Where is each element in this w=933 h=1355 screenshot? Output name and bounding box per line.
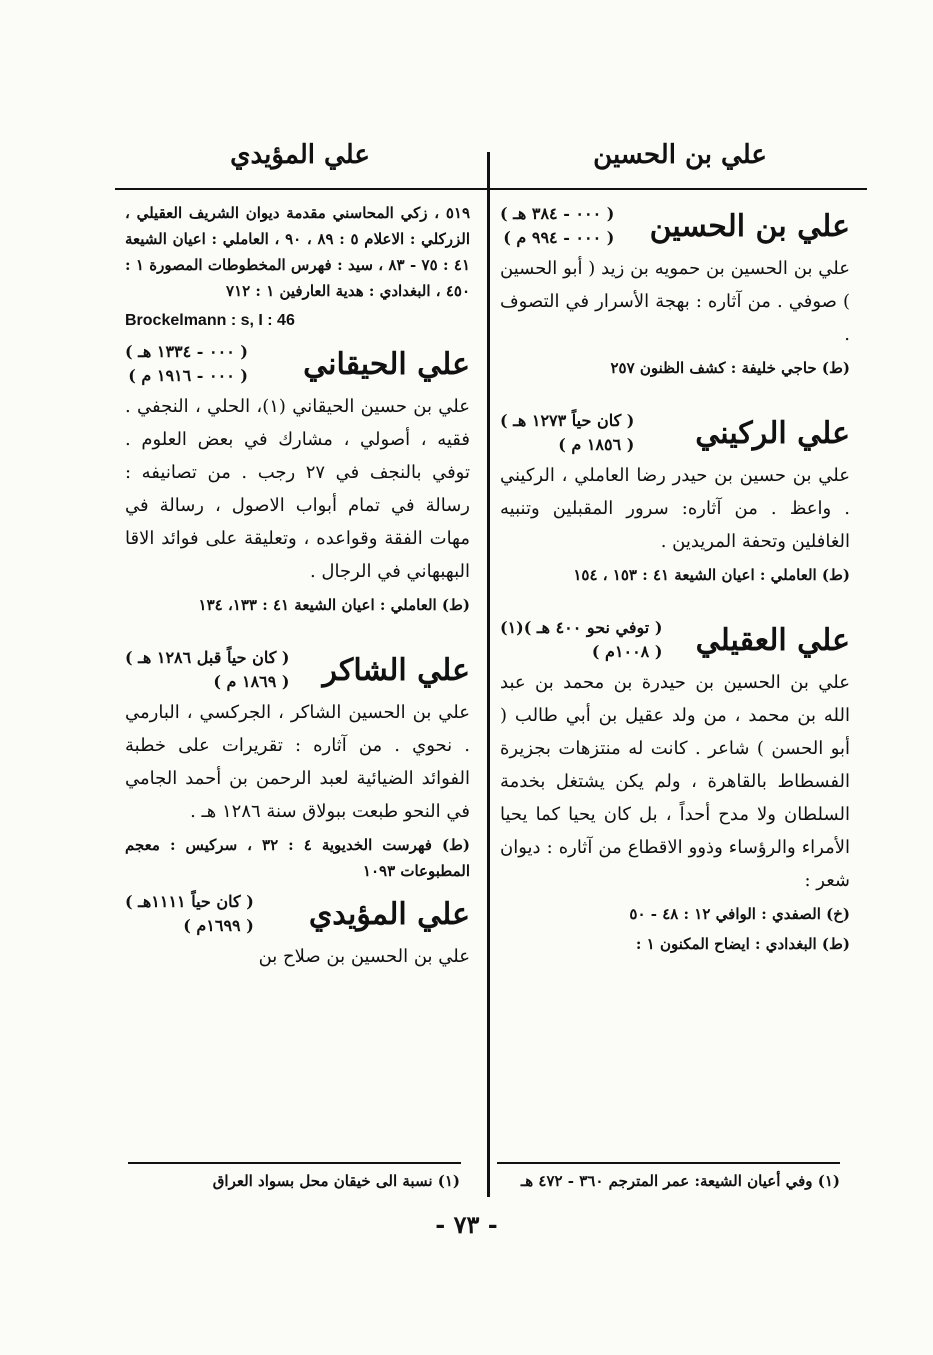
entry-heading (500, 409, 850, 457)
running-head-left: علي المؤيدي (230, 140, 370, 170)
right-column (500, 196, 850, 961)
running-head-right: علي بن الحسين (593, 140, 767, 170)
entry-body: علي بن حسين بن حيدر رضا العاملي ، الركيني . واعظ . من آثاره: سرور المقبلين وتنبيه الغافلين وتحفة المريدين . (500, 465, 850, 552)
entry-source: (ط) العاملي : اعيان الشيعة ٤١ : ١٣٣، ١٣٤ (198, 596, 470, 614)
entry-name: علي العقيلي (695, 622, 850, 658)
page-number: - ٧٣ - (435, 1210, 498, 1239)
entry-dates (125, 646, 290, 694)
entry-name: علي الشاكر (322, 652, 470, 688)
date-hijri: ( توفي نحو ٤٠٠ هـ )(١) (500, 618, 663, 637)
entry-body: علي بن الحسين الشاكر ، الجركسي ، البارمي . نحوي . من آثاره : تقريرات على خطبة الفوائد الضيائية لعبد الرحمن بن أحمد الجامي في النحو طبعت ببولاق سنة ١٢٨٦ هـ . (125, 702, 470, 822)
entry-source: (ط) العاملي : اعيان الشيعة ٤١ : ١٥٣ ، ١٥٤ (573, 566, 850, 584)
entry-dates (500, 409, 634, 457)
date-hijri: ( كان حياً ١٢٧٣ هـ ) (500, 411, 635, 430)
entry-heading (125, 340, 470, 388)
date-gregorian: ( ٠٠٠ - ١٩١٦ م ) (128, 366, 248, 385)
entry-body: علي بن الحسين بن حمويه بن زيد ( أبو الحسين ) صوفي . من آثاره : بهجة الأسرار في التصوف . (500, 258, 850, 345)
entry-dates (125, 340, 248, 388)
entry-source: (خ) الصفدي : الوافي ١٢ : ٤٨ - ٥٠ (629, 905, 850, 923)
latin-reference: Brockelmann : s, I : 46 (125, 312, 295, 329)
entry-dates (500, 616, 662, 664)
footnote-left: (١) نسبة الى خيقان محل بسواد العراق (212, 1172, 460, 1190)
date-gregorian: ( ١٠٠٨م ) (591, 642, 663, 661)
header-rule (115, 188, 867, 190)
date-hijri: ( كان حياً قبل ١٢٨٦ هـ ) (125, 648, 290, 667)
column-divider (487, 152, 490, 1197)
entry-body: علي بن حسين الحيقاني (١)، الحلي ، النجفي . فقيه ، أصولي ، مشارك في بعض العلوم . توفي بالنجف في ٢٧ رجب . من تصانيفه : رسالة في تمام أبواب الاصول ، رسالة في مهات الفقة وقواعده ، وتعليقة على فوائد الاقا البهبهاني في الرجال . (125, 396, 470, 582)
entry-dates (500, 202, 614, 250)
entry-heading (500, 616, 850, 664)
entry-source: (ط) البغدادي : ايضاح المكنون ١ : (635, 935, 850, 953)
date-gregorian: ( ١٦٩٩م ) (183, 916, 254, 935)
entry-dates (125, 890, 254, 938)
entry-body: علي بن الحسين بن حيدرة بن محمد بن عبد الله بن محمد ، من ولد عقيل بن أبي طالب ( أبو الحسن ) شاعر . كانت له منتزهات بجزيرة الفسطاط بالقاهرة ، ولم يكن يشتغل بخدمة السلطان ولا مدح أحداً ، بل كان يحيا كما يحيا الأمراء والرؤساء وذوو الاقطاع من آثاره : ديوان شعر : (500, 672, 850, 891)
date-hijri: ( ٠٠٠ - ٣٨٤ هـ ) (500, 204, 615, 223)
date-gregorian: ( ٠٠٠ - ٩٩٤ م ) (503, 228, 615, 247)
entry-name: علي المؤيدي (308, 896, 470, 932)
entry-heading (125, 890, 470, 938)
entry-name: علي الحيقاني (303, 346, 470, 382)
date-hijri: ( كان حياً ١١١١هـ ) (125, 892, 254, 911)
date-gregorian: ( ١٨٦٩ م ) (213, 672, 290, 691)
left-column (125, 196, 470, 973)
footnote-right: (١) وفي أعيان الشيعة: عمر المترجم ٣٦٠ - ٤٧٢ هـ (520, 1172, 840, 1190)
date-gregorian: ( ١٨٥٦ م ) (558, 435, 635, 454)
entry-name: علي الركيني (695, 415, 850, 451)
entry-source: (ط) فهرست الخديوية ٤ : ٣٢ ، سركيس : معجم المطبوعات ١٠٩٣ (125, 836, 471, 880)
entry-body: علي بن الحسين بن صلاح بن (258, 946, 470, 967)
entry-heading (500, 202, 850, 250)
entry-heading (125, 646, 470, 694)
date-hijri: ( ٠٠٠ - ١٣٣٤ هـ ) (125, 342, 248, 361)
footnote-rule-right (497, 1162, 840, 1164)
entry-name: علي بن الحسين (649, 208, 850, 244)
footnote-rule-left (128, 1162, 461, 1164)
continued-sources: ٥١٩ ، زكي المحاسني مقدمة ديوان الشريف العقيلي ، الزركلي : الاعلام ٥ : ٨٩ ، ٩٠ ، العاملي : اعيان الشيعة ٤١ : ٧٥ - ٨٣ ، سيد : فهرس المخطوطات المصورة ١ : ٤٥٠ ، البغدادي : هدية العارفين ١ : ٧١٢ (125, 204, 471, 300)
entry-source: (ط) حاجي خليفة : كشف الظنون ٢٥٧ (610, 359, 850, 377)
